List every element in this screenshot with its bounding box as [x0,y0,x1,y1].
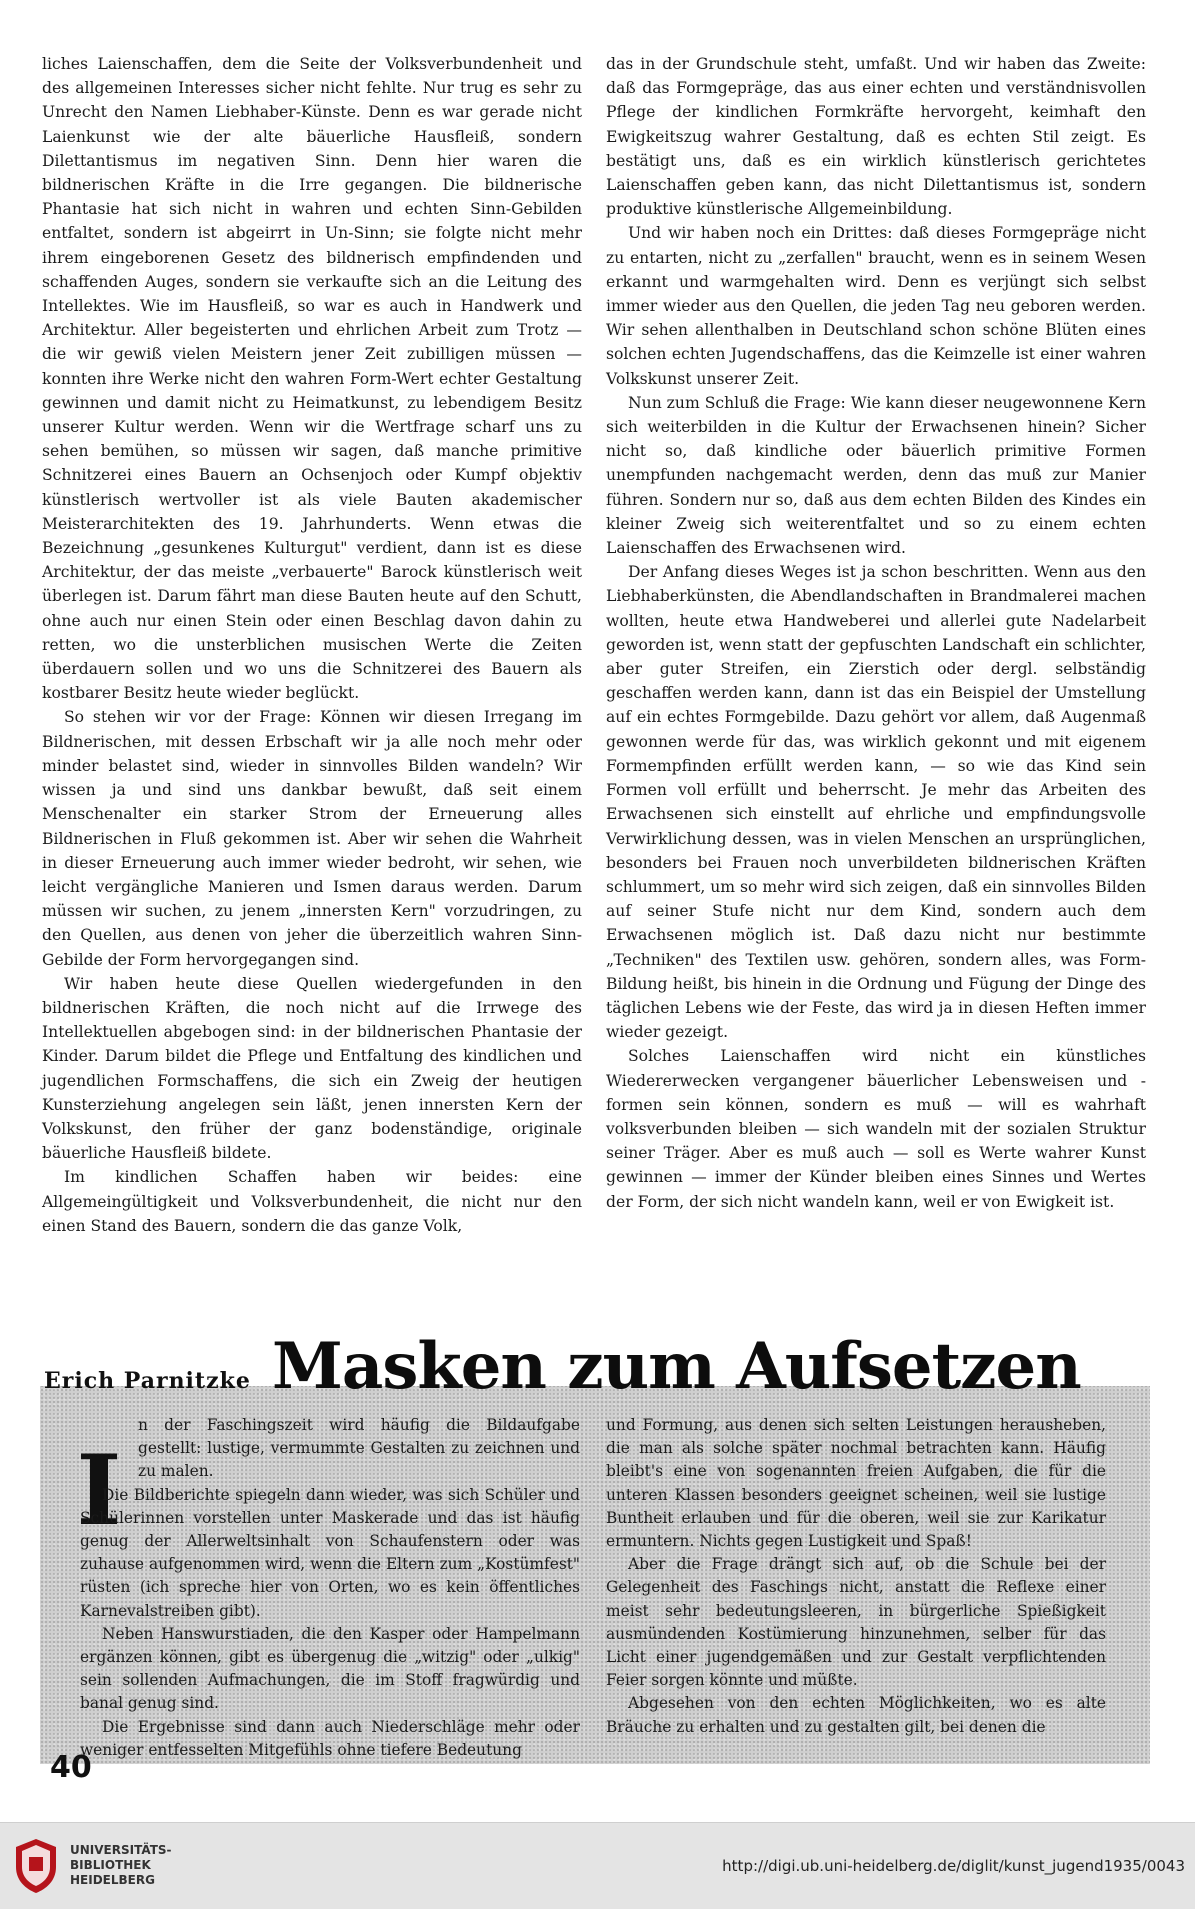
document-page [40,44,1150,1785]
library-name [70,1843,172,1888]
paragraph: Solches Laienschaffen wird nicht ein künstliches Wiedererwecken vergangener bäuerlicher Lebensweisen und -formen sein können, sondern es muß — will es wahrhaft volksverbunden bleiben — sich wandeln mit der sozialen Struktur seiner Träger. Aber es muß auch — soll es Werte wahrer Kunst gewinnen — immer der Künder bleiben eines Sinnes und Wertes der Form, der sich nicht wandeln kann, weil er von Ewigkeit ist. [606,1047,1146,1211]
library-footer [0,1822,1195,1909]
paragraph: So stehen wir vor der Frage: Können wir diesen Irregang im Bildnerischen, mit dessen Erbschaft wir ja alle noch mehr oder minder belastet sind, wieder in sinnvolles Bilden wandeln? Wir wissen ja und sind uns dankbar bewußt, daß seit einem Menschenalter ein starker Strom der Erneuerung alles Bildnerischen in Fluß gekommen ist. Aber wir sehen die Wahrheit in dieser Erneuerung auch immer wieder bedroht, wir sehen, wie leicht vergängliche Manieren und Ismen daraus werden. Darum müssen wir suchen, zu jenem „innersten Kern" vorzudringen, zu den Quellen, aus denen von jeher die überzeitlich wahren Sinn-Gebilde der Form hervorgegangen sind. [42,708,582,969]
right-text-column [606,52,1146,1214]
article-right-column [606,1414,1106,1739]
library-line: HEIDELBERG [70,1873,155,1887]
permalink-url[interactable]: http://digi.ub.uni-heidelberg.de/diglit/kunst_jugend1935/0043 [722,1857,1185,1875]
paragraph: Aber die Frage drängt sich auf, ob die Schule bei der Gelegenheit des Faschings nicht, anstatt die Reflexe einer meist sehr bedeutungsleeren, in bürgerliche Spießigkeit ausmündenden Kostümierung hinzunehmen, selber für das Licht einer jugendgemäßen und zur Gestalt verpflichtenden Feier sorgen könnte und müßte. [606,1555,1106,1690]
paragraph: liches Laienschaffen, dem die Seite der Volksverbundenheit und des allgemeinen Interesses sicher nicht fehlte. Nur trug es sehr zu Unrecht den Namen Liebhaber-Künste. Denn es war gerade nicht Laienkunst wie der alte bäuerliche Hausfleiß, sondern Dilettantismus im negativen Sinn. Denn hier waren die bildnerischen Kräfte in die Irre gegangen. Die bildnerische Phantasie hat sich nicht in wahren und echten Sinn-Gebilden entfaltet, sondern ist abgeirrt in Un-Sinn; sie folgte nicht mehr ihrem eingeborenen Gesetz des bildnerisch empfindenden und schaffenden Auges, sondern sie verkaufte sich an die Leitung des Intellektes. Wie im Hausfleiß, so war es auch in Handwerk und Architektur. Aller begeisterten und ehrlichen Arbeit zum Trotz — die wir gewiß vielen Meistern jener Zeit zubilligen müssen — konnten ihre Werke nicht den wahren Form-Wert echter Gestaltung gewinnen und damit nicht zu Heimatkunst, zu lebendigem Besitz unserer Kultur werden. Wenn wir die Wertfrage scharf uns zu sehen bemühen, so müssen wir sagen, daß manche primitive Schnitzerei eines Bauern an Ochsenjoch oder Kumpf objektiv künstlerisch wertvoller ist als viele Bauten akademischer Meisterarchitekten des 19. Jahrhunderts. Wenn etwas die Bezeichnung „gesunkenes Kulturgut" verdient, dann ist es diese Architektur, der das meiste „verbauerte" Barock künstlerisch weit überlegen ist. Darum fährt man diese Bauten heute auf den Schutt, ohne auch nur einen Stein oder einen Beschlag davon dahin zu retten, wo die unsterblichen musischen Werte die Zeiten überdauern sollen und wo uns die Schnitzerei des Bauern als kostbarer Besitz heute wieder beglückt. [42,55,582,703]
library-line: BIBLIOTHEK [70,1858,151,1872]
article-header [40,1276,1150,1404]
drop-cap: I [76,1434,122,1547]
paragraph: Die Bildberichte spiegeln dann wieder, was sich Schüler und Schülerinnen vorstellen unter Maskerade und das ist häufig genug der Allerweltsinhalt von Schaufenstern oder was zuhause aufgenommen wird, wenn die Eltern zum „Kostümfest" rüsten (ich spreche hier von Orten, wo es kein öffentliches Karnevalstreiben gibt). [80,1485,580,1620]
university-seal-icon[interactable] [14,1837,58,1895]
article-title: Masken zum Aufsetzen [272,1329,1081,1404]
paragraph: Wir haben heute diese Quellen wiedergefunden in den bildnerischen Kräften, die noch nicht auf die Irrwege des Intellektuellen abgebogen sind: in der bildnerischen Phantasie der Kinder. Darum bildet die Pflege und Entfaltung des kindlichen und jugendlichen Formschaffens, die sich ein Zweig der heutigen Kunsterziehung angelegen sein läßt, jenen innersten Kern der Volkskunst, den früher der ganz bodenständige, originale bäuerliche Hausfleiß bildete. [42,974,582,1163]
library-line: UNIVERSITÄTS- [70,1843,172,1857]
page-number: 40 [50,1750,92,1785]
paragraph: Der Anfang dieses Weges ist ja schon beschritten. Wenn aus den Liebhaberkünsten, die Abendlandschaften in Brandmalerei machen wollten, heute etwa Handweberei und allerlei gute Nadelarbeit geworden ist, wenn statt der gepfuschten Landschaft ein schlichter, aber guter Streifen, ein Zierstich oder dergl. selbständig geschaffen werden kann, dann ist das ein Beispiel der Umstellung auf ein echtes Formgebilde. Dazu gehört vor allem, daß Augenmaß gewonnen werde für das, was wirklich gekonnt und mit eigenem Formempfinden erfüllt werden kann, — so wie das Kind sein Formen voll erfüllt und beherrscht. Je mehr das Arbeiten des Erwachsenen sich einstellt auf ehrliche und empfindungsvolle Verwirklichung dessen, was in vielen Menschen an ursprünglichen, besonders bei Frauen noch unverbildeten bildnerischen Kräften schlummert, um so mehr wird sich zeigen, daß ein sinnvolles Bilden auf seiner Stufe nicht nur dem Kind, sondern auch dem Erwachsenen möglich ist. Daß dazu nicht nur bestimmte „Techniken" des Textilen usw. gehören, sondern alles, was Form-Bildung heißt, bis hinein in die Ordnung und Fügung der Dinge des täglichen Lebens wie der Feste, das wird ja in diesen Heften immer wieder gezeigt. [606,563,1146,1042]
article-block [40,1276,1150,1764]
paragraph: Abgesehen von den echten Möglichkeiten, wo es alte Bräuche zu erhalten und zu gestalten gilt, bei denen die [606,1694,1106,1736]
paragraph: das in der Grundschule steht, umfaßt. Und wir haben das Zweite: daß das Formgepräge, das aus einer echten und verständnisvollen Pflege der kindlichen Formkräfte hervorgeht, keimhaft den Ewigkeitszug wahrer Gestaltung, daß es echten Stil zeigt. Es bestätigt uns, daß es ein wirklich künstlerisch gerichtetes Laienschaffen geben kann, das nicht Dilettantismus ist, sondern produktive künstlerische Allgemeinbildung. [606,55,1146,219]
paragraph: Im kindlichen Schaffen haben wir beides: eine Allgemeingültigkeit und Volksverbundenheit, die nicht nur den einen Stand des Bauern, sondern die das ganze Volk, [42,1168,582,1235]
paragraph: n der Faschingszeit wird häufig die Bildaufgabe gestellt: lustige, vermummte Gestalten zu zeichnen und zu malen. [138,1416,580,1481]
paragraph: Und wir haben noch ein Drittes: daß dieses Formgepräge nicht zu entarten, nicht zu „zerfallen" braucht, wenn es in seinem Wesen erkannt und warmgehalten wird. Denn es verjüngt sich selbst immer wieder aus den Quellen, die jeden Tag neu geboren werden. Wir sehen allenthalben in Deutschland schon schöne Blüten eines solchen echten Jugendschaffens, das die Keimzelle ist einer wahren Volkskunst unserer Zeit. [606,224,1146,388]
paragraph: Nun zum Schluß die Frage: Wie kann dieser neugewonnene Kern sich weiterbilden in die Kultur der Erwachsenen hinein? Sicher nicht so, daß kindliche oder bäuerlich primitive Formen unempfunden nachgemacht werden, denn das muß zur Manier führen. Sondern nur so, daß aus dem echten Bilden des Kindes ein kleiner Zweig sich weiterentfaltet und so zu einem echten Laienschaffen des Erwachsenen wird. [606,393,1147,558]
left-text-column [42,52,582,1238]
article-left-column [80,1414,580,1762]
article-author: Erich Parnitzke [44,1368,251,1394]
paragraph: Neben Hanswurstiaden, die den Kasper oder Hampelmann ergänzen können, gibt es übergenug die „witzig" oder „ulkig" sein sollenden Aufmachungen, die im Stoff fragwürdig und banal genug sind. [80,1624,580,1713]
paragraph: Die Ergebnisse sind dann auch Niederschläge mehr oder weniger entfesselten Mitgefühls ohne tiefere Bedeutung [80,1717,580,1759]
paragraph: und Formung, aus denen sich selten Leistungen herausheben, die man als solche später nochmal betrachten kann. Häufig bleibt's eine von sogenannten freien Aufgaben, die für die unteren Klassen besonders geeignet scheinen, weil sie lustige Buntheit erlauben und für die oberen, weil sie zur Karikatur ermuntern. Nichts gegen Lustigkeit und Spaß! [606,1416,1106,1551]
